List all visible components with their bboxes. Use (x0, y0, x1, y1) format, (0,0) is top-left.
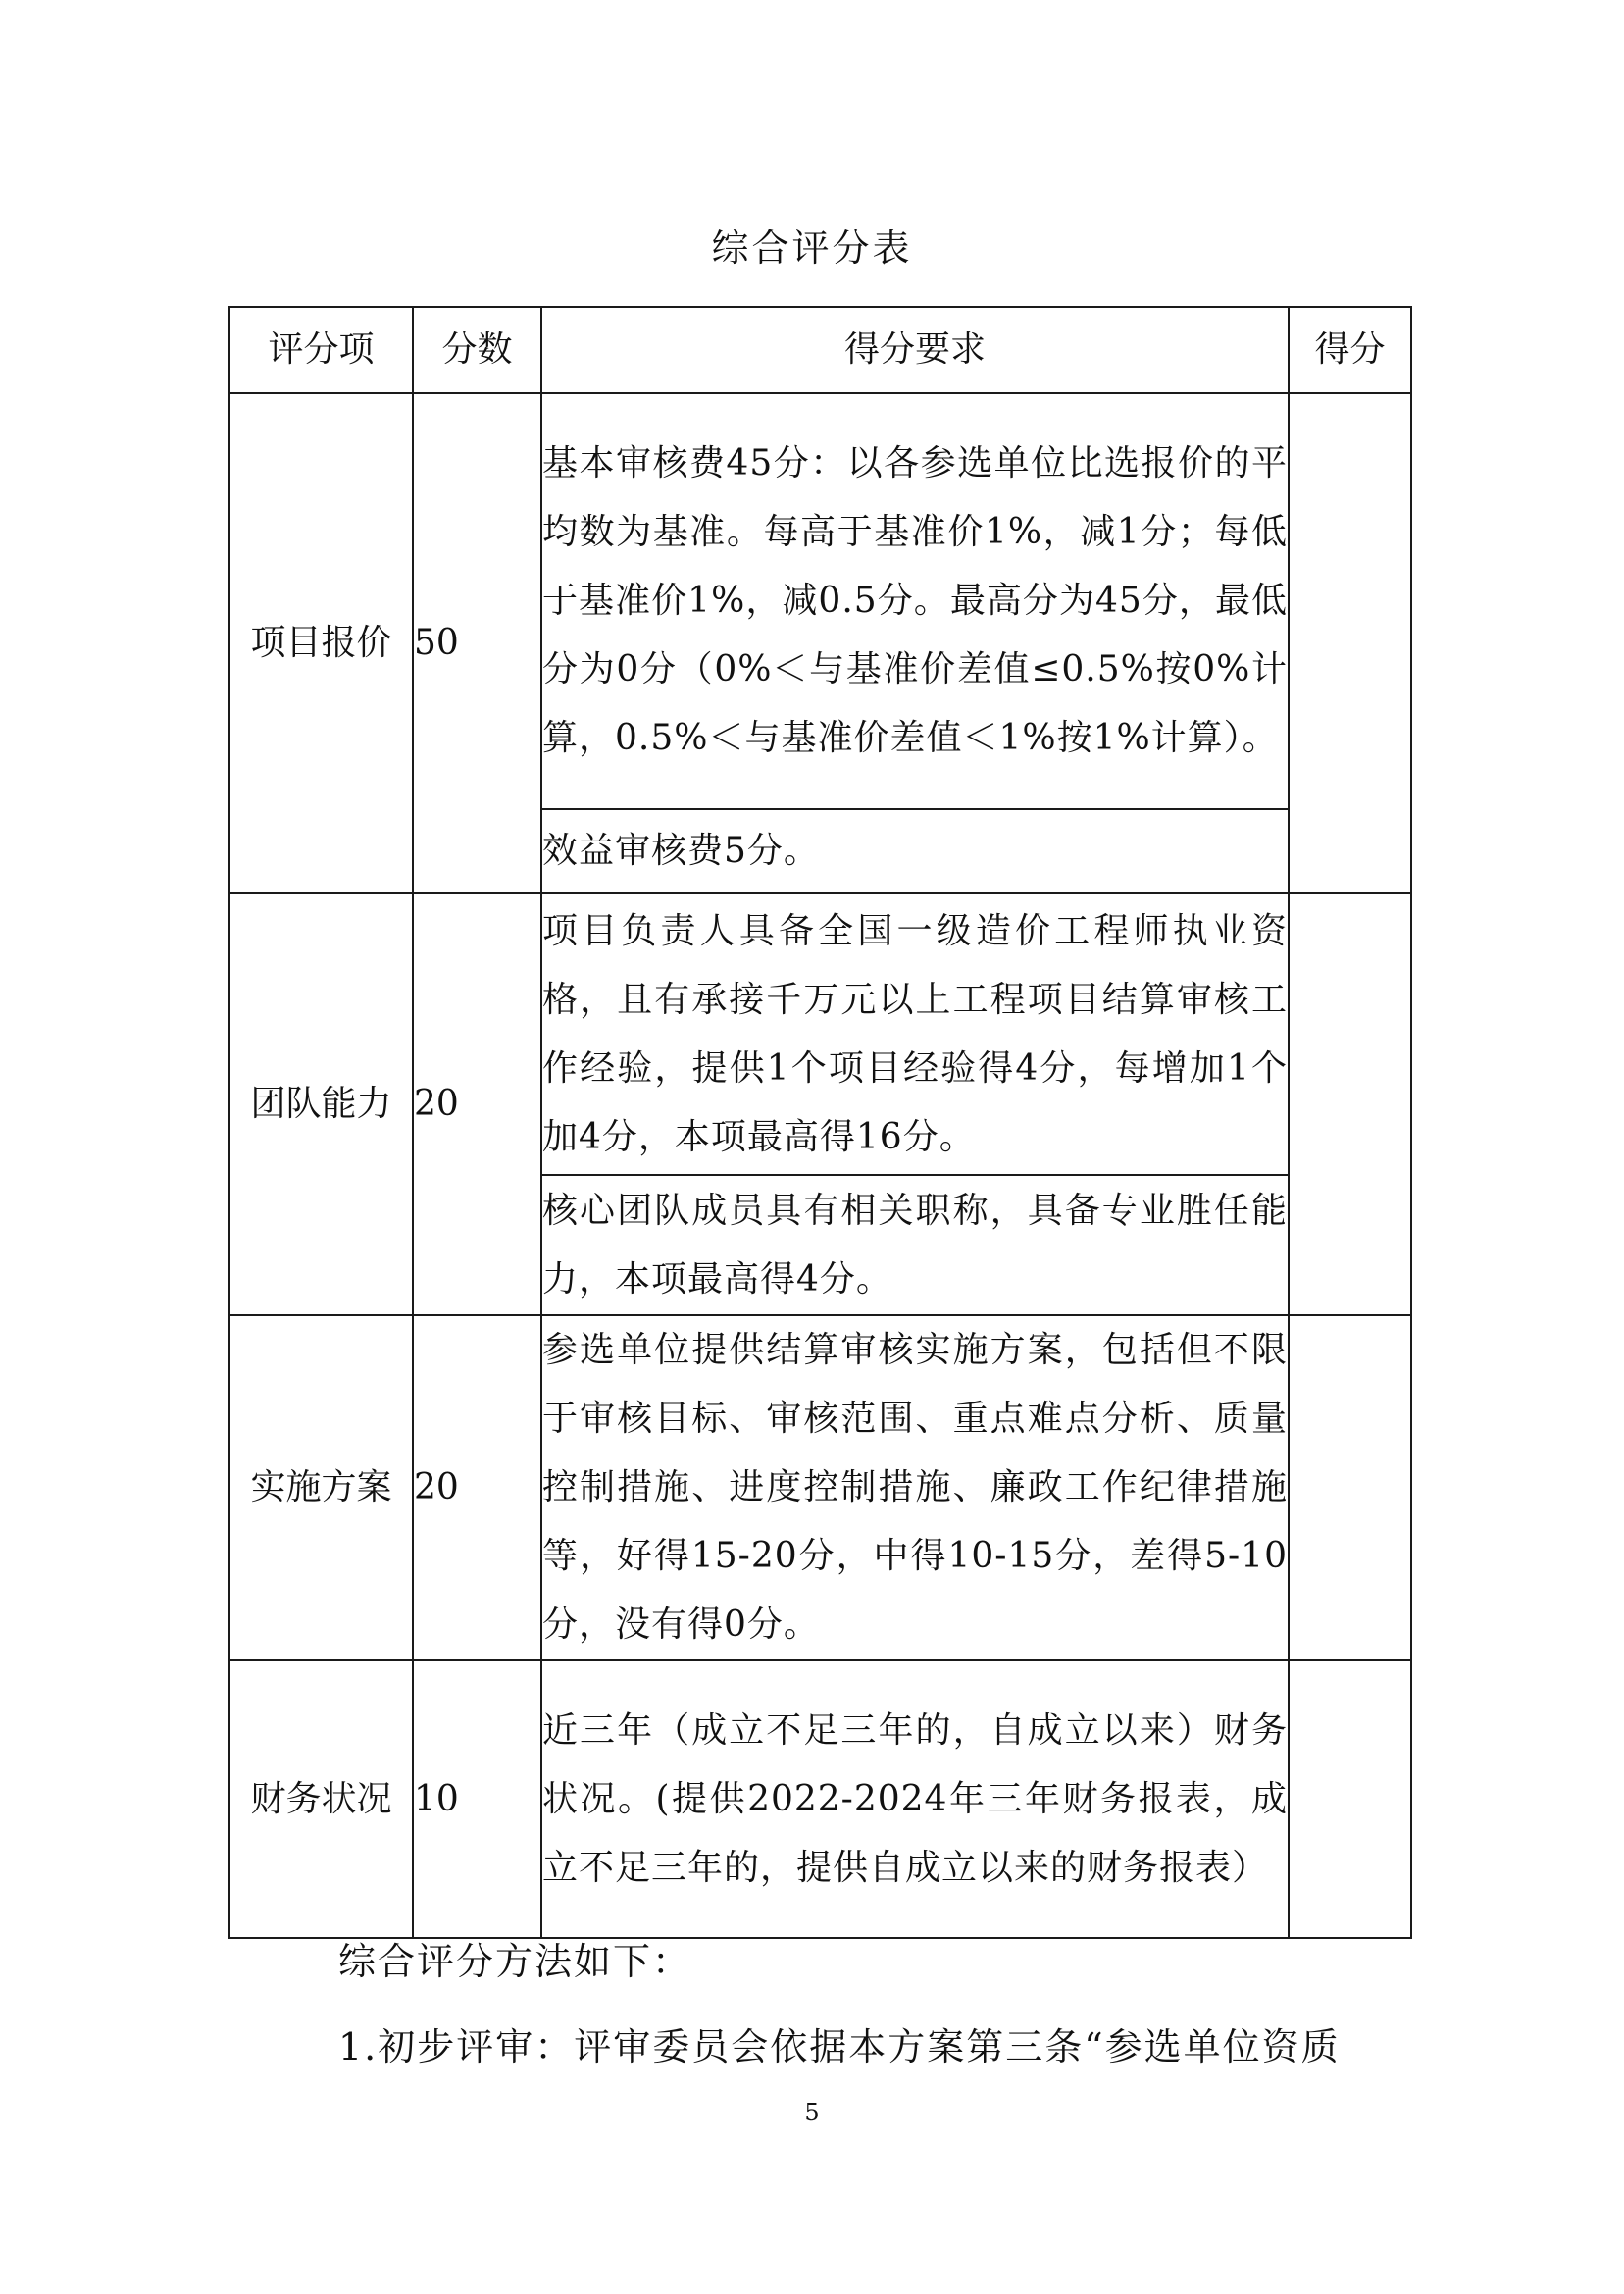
score-cell-empty (1289, 1660, 1411, 1938)
header-item: 评分项 (229, 307, 413, 393)
scoring-table (228, 306, 1412, 1939)
step1-paragraph: 1.初步评审：评审委员会依据本方案第三条“参选单位资质 (338, 2025, 1341, 2068)
row-score-finance: 10 (413, 1660, 541, 1938)
requirement-cell: 近三年（成立不足三年的，自成立以来）财务状况。(提供2022-2024年三年财务报表，成立不足三年的，提供自成立以来的财务报表） (541, 1660, 1289, 1938)
table-row (229, 1315, 1411, 1660)
table-row (229, 393, 1411, 809)
requirement-cell: 参选单位提供结算审核实施方案，包括但不限于审核目标、审核范围、重点难点分析、质量控制措施、进度控制措施、廉政工作纪律措施等，好得15-20分，中得10-15分，差得5-10分，没有得0分。 (541, 1315, 1289, 1660)
row-score-price: 50 (413, 393, 541, 893)
table-header-row (229, 307, 1411, 393)
requirement-cell: 项目负责人具备全国一级造价工程师执业资格，且有承接千万元以上工程项目结算审核工作经验，提供1个项目经验得4分，每增加1个加4分，本项最高得16分。 (541, 893, 1289, 1175)
row-item-team: 团队能力 (229, 893, 413, 1315)
score-cell-empty (1289, 1315, 1411, 1660)
row-score-plan: 20 (413, 1315, 541, 1660)
row-score-team: 20 (413, 893, 541, 1315)
score-cell-empty (1289, 893, 1411, 1315)
row-item-plan: 实施方案 (229, 1315, 413, 1660)
requirement-cell: 效益审核费5分。 (541, 809, 1289, 893)
row-item-finance: 财务状况 (229, 1660, 413, 1938)
header-got: 得分 (1289, 307, 1411, 393)
requirement-cell: 核心团队成员具有相关职称，具备专业胜任能力，本项最高得4分。 (541, 1175, 1289, 1315)
header-score: 分数 (413, 307, 541, 393)
score-cell-empty (1289, 393, 1411, 893)
method-intro-paragraph: 综合评分方法如下： (338, 1940, 692, 1983)
header-requirement: 得分要求 (541, 307, 1289, 393)
table-row (229, 1660, 1411, 1938)
page-title: 综合评分表 (711, 227, 913, 270)
table-row (229, 893, 1411, 1175)
requirement-cell: 基本审核费45分：以各参选单位比选报价的平均数为基准。每高于基准价1%，减1分；每低于基准价1%，减0.5分。最高分为45分，最低分为0分（0%＜与基准价差值≤0.5%按0%计算，0.5%＜与基准价差值＜1%按1%计算）。 (541, 393, 1289, 809)
page-number: 5 (804, 2099, 820, 2126)
row-item-price: 项目报价 (229, 393, 413, 893)
